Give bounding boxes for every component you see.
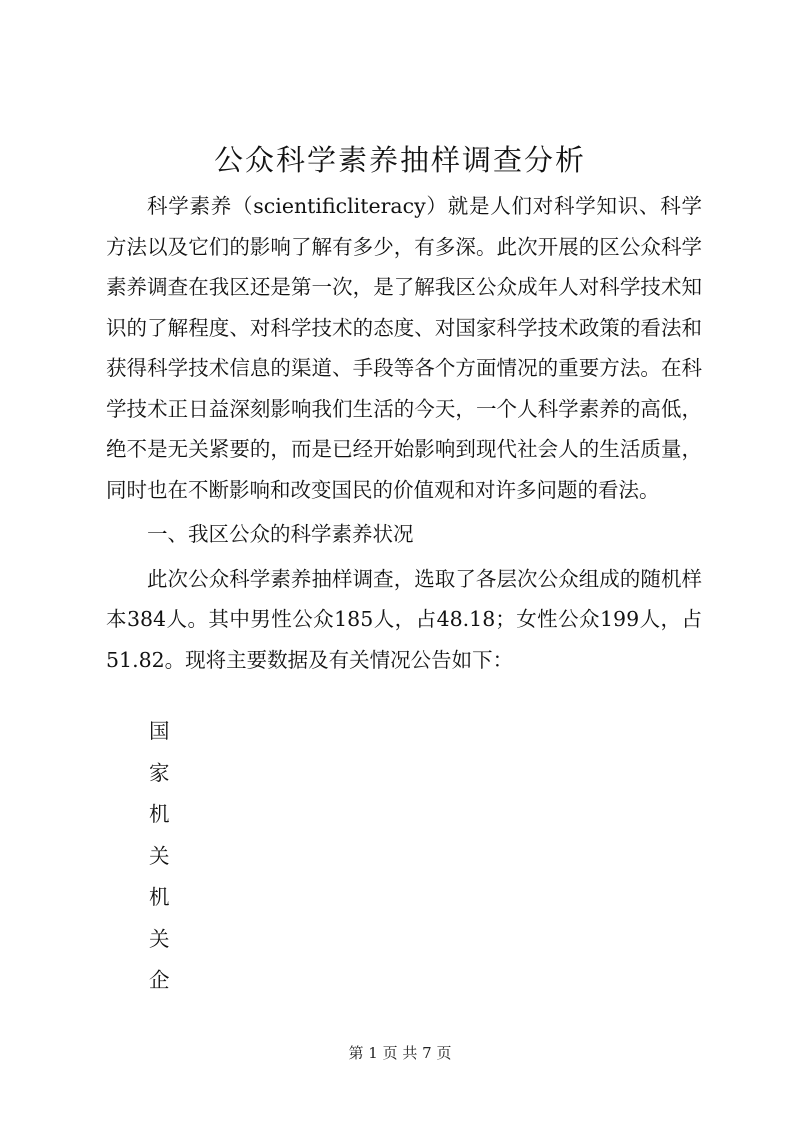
vertical-char: 国: [149, 719, 170, 743]
vertical-char: 关: [149, 926, 170, 951]
vertical-char: 家: [149, 760, 170, 785]
page-footer: 第 1 页 共 7 页: [348, 1044, 452, 1062]
document-title: 公众科学素养抽样调查分析: [213, 143, 586, 177]
vertical-table-label: [149, 711, 179, 1002]
vertical-char: 机: [149, 802, 170, 826]
survey-paragraph: 此次公众科学素养抽样调查，选取了各层次公众组成的随机样本384人。其中男性公众185人，占48.18；女性公众199人，占51.82。现将主要数据及有关情况公告如下：: [106, 566, 702, 672]
intro-paragraph: 科学素养（scientificliteracy）就是人们对科学知识、科学方法以及它们的影响了解有多少，有多深。此次开展的区公众科学素养调查在我区还是第一次，是了解我区公众成年人对科学技术知识的了解程度、对科学技术的态度、对国家科学技术政策的看法和获得科学技术信息的渠道、手段等各个方面情况的重要方法。在科学技术正日益深刻影响我们生活的今天，一个人科学素养的高低，绝不是无关紧要的，而是已经开始影响到现代社会人的生活质量，同时也在不断影响和改变国民的价值观和对许多问题的看法。: [106, 194, 702, 502]
vertical-char: 关: [149, 843, 170, 868]
section-heading: 一、我区公众的科学素养状况: [147, 522, 414, 546]
vertical-char: 机: [149, 885, 170, 909]
vertical-char: 企: [149, 968, 170, 992]
document-body: [106, 186, 702, 680]
